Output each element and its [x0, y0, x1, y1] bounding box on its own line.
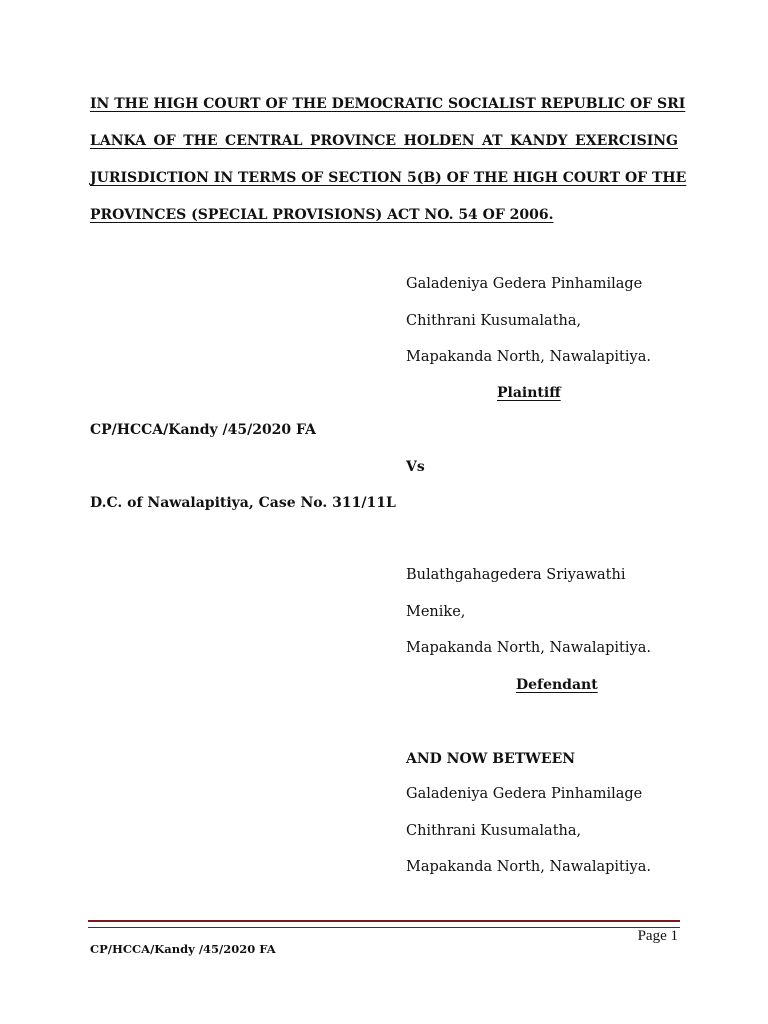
- plaintiff-address: Mapakanda North, Nawalapitiya.: [406, 349, 651, 365]
- case-number: CP/HCCA/Kandy /45/2020 FA: [90, 422, 317, 438]
- plaintiff-block: [406, 266, 651, 376]
- defendant-address: Mapakanda North, Nawalapitiya.: [406, 640, 651, 656]
- defendant-name-line: Menike,: [406, 603, 466, 620]
- appellant-address: Mapakanda North, Nawalapitiya.: [406, 859, 651, 875]
- court-heading: [90, 86, 687, 234]
- district-court-case: D.C. of Nawalapitiya, Case No. 311/11L: [90, 495, 396, 511]
- defendant-block: [406, 557, 651, 667]
- court-heading-line: JURISDICTION IN TERMS OF SECTION 5(B) OF THE HIGH COURT OF THE: [90, 170, 687, 186]
- plaintiff-role-label: Plaintiff: [497, 385, 561, 401]
- appellant-block: [406, 776, 651, 886]
- appellant-name-line: Galadeniya Gedera Pinhamilage: [406, 786, 643, 802]
- court-heading-line: PROVINCES (SPECIAL PROVISIONS) ACT NO. 54 OF 2006.: [90, 207, 554, 223]
- and-now-between-label: AND NOW BETWEEN: [406, 751, 576, 767]
- versus-label: Vs: [406, 459, 425, 475]
- court-heading-line: LANKA OF THE CENTRAL PROVINCE HOLDEN AT KANDY EXERCISING: [90, 133, 678, 149]
- defendant-role-label: Defendant: [516, 677, 598, 693]
- appellant-name-line: Chithrani Kusumalatha,: [406, 822, 582, 839]
- court-heading-line: IN THE HIGH COURT OF THE DEMOCRATIC SOCIALIST REPUBLIC OF SRI: [90, 96, 686, 112]
- plaintiff-name-line: Chithrani Kusumalatha,: [406, 312, 582, 329]
- page-number: Page 1: [637, 928, 678, 944]
- footer-divider: [88, 920, 680, 928]
- defendant-name-line: Bulathgahagedera Sriyawathi: [406, 567, 626, 583]
- footer-case-reference: CP/HCCA/Kandy /45/2020 FA: [90, 942, 276, 956]
- plaintiff-name-line: Galadeniya Gedera Pinhamilage: [406, 276, 643, 292]
